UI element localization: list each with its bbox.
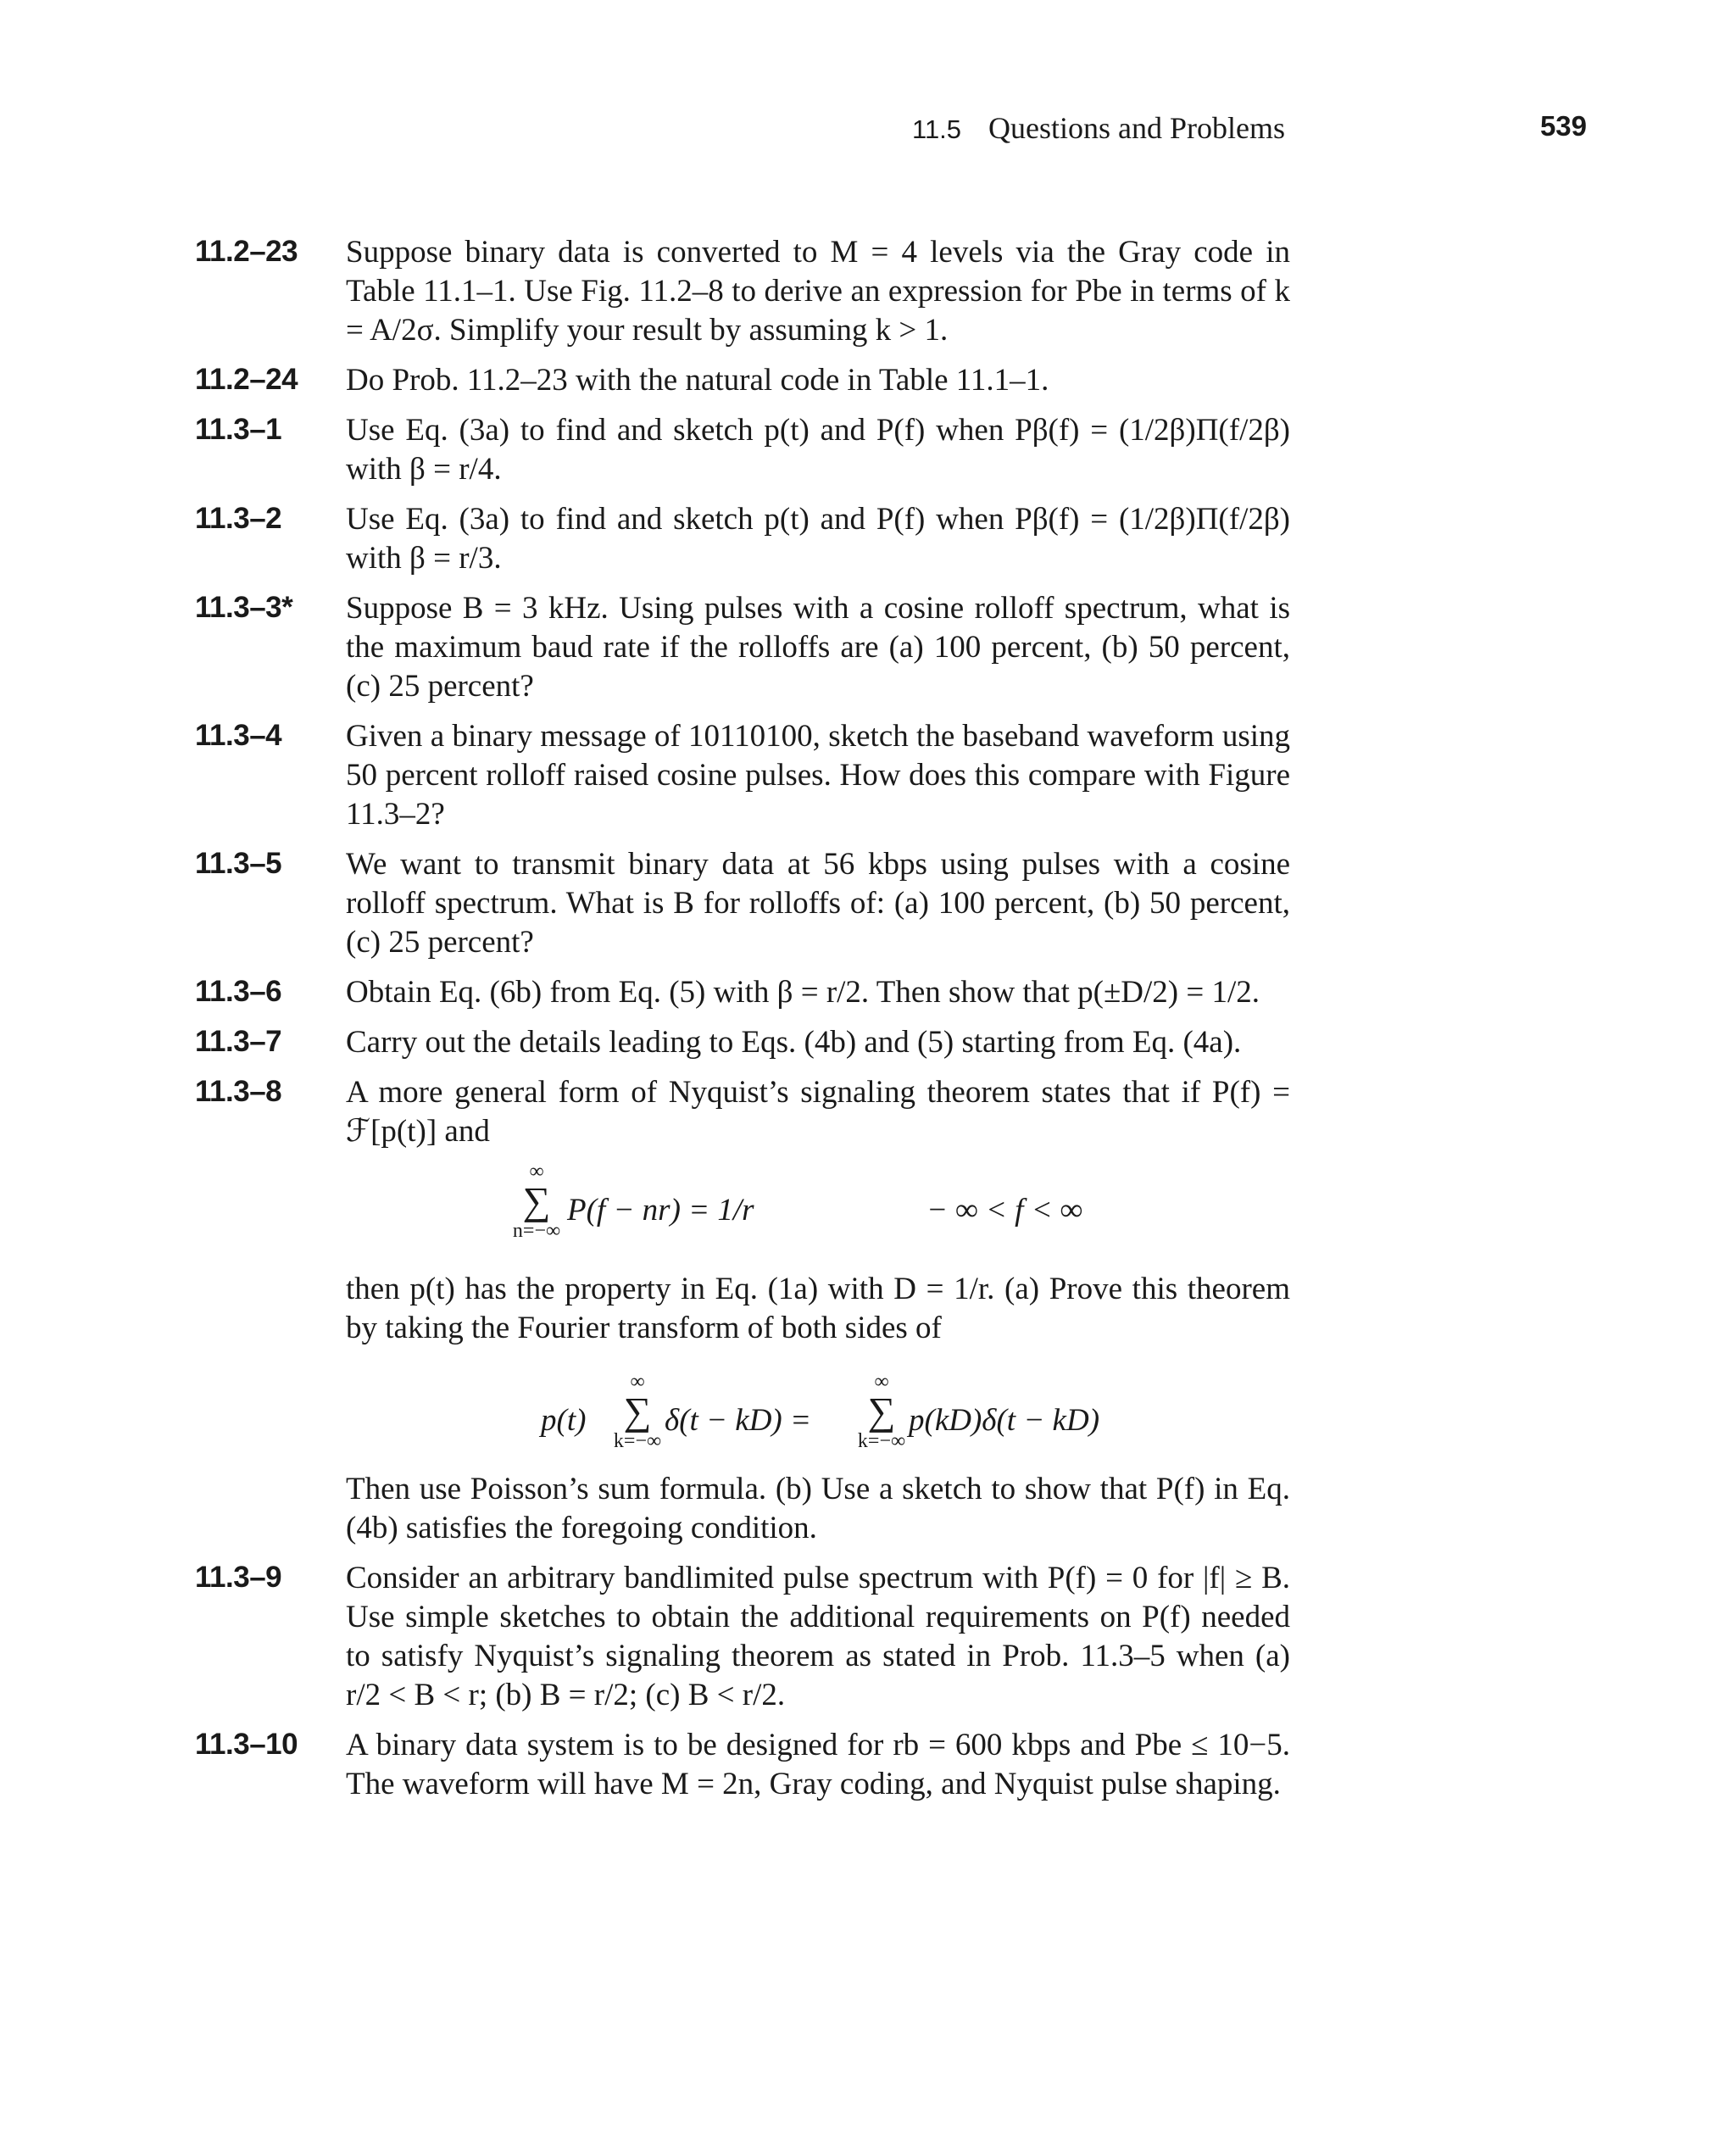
problem-list [195, 233, 1290, 1815]
problem-number: 11.3–3* [195, 591, 293, 624]
problem-text-end: Then use Poisson’s sum formula. (b) Use a sketch to show that P(f) in Eq. (4b) satisfies the foregoing condition. [346, 1472, 1290, 1545]
problem-text: Given a binary message of 10110100, sketch the baseband waveform using 50 percent rolloff raised cosine pulses. How does this compare with Figure 11.3–2? [346, 719, 1290, 832]
problem-text: Do Prob. 11.2–23 with the natural code in Table 11.1–1. [346, 363, 1049, 398]
problem-number: 11.2–24 [195, 363, 298, 396]
problem-11-3-2 [195, 500, 1290, 578]
equation-body: P(f − nr) = 1/r [567, 1193, 754, 1228]
problem-number: 11.3–5 [195, 847, 282, 880]
equation-nyquist-sum [503, 1161, 1290, 1248]
problem-text: Suppose B = 3 kHz. Using pulses with a cosine rolloff spectrum, what is the maximum baud rate if the rolloffs are (a) 100 percent, (b) 50 percent, (c) 25 percent? [346, 591, 1290, 704]
equation-left-body: δ(t − kD) = [665, 1403, 811, 1438]
problem-11-3-10 [195, 1726, 1290, 1804]
problem-11-2-23 [195, 233, 1290, 350]
summation-symbol: ∞ ∑ k=−∞ [604, 1372, 671, 1451]
running-head [912, 110, 1285, 146]
problem-number: 11.3–8 [195, 1075, 282, 1108]
problem-number: 11.3–2 [195, 502, 282, 535]
problem-number: 11.3–10 [195, 1728, 298, 1761]
problem-text: A binary data system is to be designed for rb = 600 kbps and Pbe ≤ 10−5. The waveform will have M = 2n, Gray coding, and Nyquist pulse shaping. [346, 1728, 1290, 1801]
problem-text: Use Eq. (3a) to find and sketch p(t) and P(f) when Pβ(f) = (1/2β)Π(f/2β) with β = r/4. [346, 413, 1290, 487]
problem-11-3-8 [195, 1073, 1290, 1548]
section-title: Questions and Problems [988, 111, 1286, 145]
problem-11-3-9 [195, 1559, 1290, 1715]
sum-upper-limit: ∞ [529, 1161, 544, 1183]
problem-11-3-5 [195, 845, 1290, 962]
problem-11-3-3 [195, 589, 1290, 706]
equation-right-body: p(kD)δ(t − kD) [909, 1403, 1100, 1438]
problem-number: 11.3–1 [195, 413, 282, 446]
summation-symbol: ∞ ∑ k=−∞ [848, 1372, 915, 1451]
problem-text: Suppose binary data is converted to M = 4 levels via the Gray code in Table 11.1–1. Use Fig. 11.2–8 to derive an expression for Pbe in terms of k = A/2σ. Simplify your result by assuming k > 1. [346, 235, 1290, 348]
problem-text-middle: then p(t) has the property in Eq. (1a) with D = 1/r. (a) Prove this theorem by taking the Fourier transform of both sides of [346, 1272, 1290, 1345]
problem-11-3-6 [195, 973, 1290, 1012]
problem-text: Consider an arbitrary bandlimited pulse spectrum with P(f) = 0 for |f| ≥ B. Use simple sketches to obtain the additional requirements on P(f) needed to satisfy Nyquist’s signaling theorem as stated in Prob. 11.3–5 when (a) r/2 < B < r; (b) B = r/2; (c) B < r/2. [346, 1561, 1290, 1712]
problem-text: Obtain Eq. (6b) from Eq. (5) with β = r/2. Then show that p(±D/2) = 1/2. [346, 975, 1260, 1010]
sum-upper-limit: ∞ [874, 1371, 889, 1393]
problem-11-3-4 [195, 717, 1290, 834]
sum-lower-limit: n=−∞ [512, 1220, 561, 1242]
equation-sampling-identity [541, 1371, 1290, 1458]
problem-text: We want to transmit binary data at 56 kbps using pulses with a cosine rolloff spectrum. What is B for rolloffs of: (a) 100 percent, (b) 50 percent, (c) 25 percent? [346, 847, 1290, 960]
sum-lower-limit: k=−∞ [857, 1430, 906, 1452]
problem-11-3-1 [195, 411, 1290, 489]
problem-11-2-24 [195, 361, 1290, 400]
equation-condition: − ∞ < f < ∞ [926, 1193, 1083, 1228]
sum-upper-limit: ∞ [630, 1371, 645, 1393]
section-number: 11.5 [912, 114, 962, 144]
problem-text: Carry out the details leading to Eqs. (4b) and (5) starting from Eq. (4a). [346, 1025, 1242, 1060]
problem-number: 11.3–9 [195, 1561, 282, 1594]
summation-symbol: ∞ ∑ n=−∞ [503, 1161, 570, 1241]
problem-number: 11.3–7 [195, 1025, 282, 1058]
problem-number: 11.3–4 [195, 719, 282, 752]
problem-text: Use Eq. (3a) to find and sketch p(t) and P(f) when Pβ(f) = (1/2β)Π(f/2β) with β = r/3. [346, 502, 1290, 576]
problem-text-intro: A more general form of Nyquist’s signaling theorem states that if P(f) = ℱ[p(t)] and [346, 1075, 1290, 1149]
page-number: 539 [1539, 110, 1587, 142]
problem-number: 11.3–6 [195, 975, 282, 1008]
problem-11-3-7 [195, 1023, 1290, 1062]
sum-lower-limit: k=−∞ [613, 1430, 662, 1452]
equation-left-factor: p(t) [541, 1403, 587, 1438]
problem-number: 11.2–23 [195, 235, 298, 268]
